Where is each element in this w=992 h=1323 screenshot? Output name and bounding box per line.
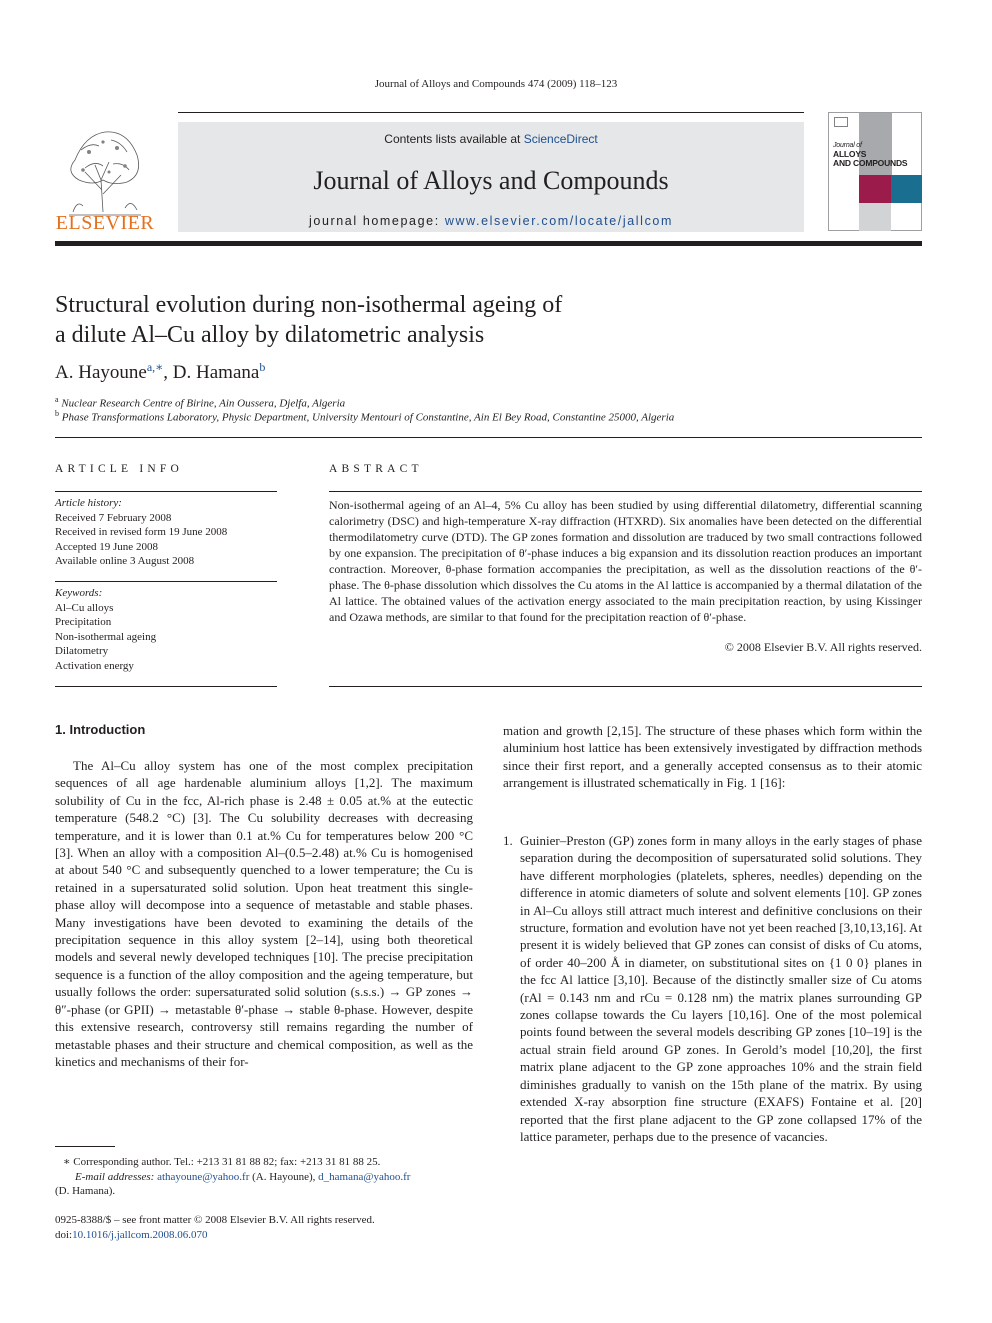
footnote-emails: E-mail addresses: athayoune@yahoo.fr (A. Hayoune), d_hamana@yahoo.fr	[75, 1170, 411, 1183]
author-name: D. Hamana	[172, 362, 260, 383]
divider	[55, 437, 922, 438]
divider	[329, 686, 922, 687]
divider	[55, 581, 277, 582]
author-affiliation-link[interactable]: b	[259, 360, 266, 374]
journal-title: Journal of Alloys and Compounds	[313, 166, 669, 195]
keywords: Keywords: Al–Cu alloys Precipitation Non-isothermal ageing Dilatometry Activation energy	[55, 586, 277, 673]
affiliation: $^b$ Phase Transformations Laboratory, Physic Department, University Mentouri of Constantine, Ain El Bey Road, Constantine 25000, Algeria	[55, 409, 675, 424]
list-item-text: Guinier–Preston (GP) zones form in many alloys in the early stages of phase separation during the decomposition of supersaturated solid solutions. They have different morphologies (platelets, spheres, needles) depending on the difference in atomic diameters of solute and solvent elements [10]. GP zones in Al–Cu alloys still attract much interest and definitive conclusions on their structure, formation and evolution have not yet been reached [3,10,13,16]. At present it is widely believed that GP zones can consist of disks of Cu atoms, of order 40–200 Å in diameter, on substitutional sites on {1 0 0} planes in the fcc Al lattice [3,10]. Because of the distinctly smaller size of Cu atoms (rAl = 0.143 nm and rCu = 0.128 nm) the matrix planes surrounding GP zones collapse towards the Cu layers [10,16]. One of the most polemical points found between the several models describing GP zones [10–19] is the actual strain field around GP zones. In Gerold’s model [10,20], the first matrix plane adjacent to the GP zone approaches 10% and the strain field diminishes gradually to vanish on the 15th plane of the matrix. By using extended X-ray absorption fine structure (EXAFS) Fontaine et al. [20] reported that the first plane adjacent to the GP zone collapsed 17% of the lattice parameter, perhaps due to the presence of vacancies.	[520, 833, 922, 1144]
divider	[55, 491, 277, 492]
keyword: Dilatometry	[55, 645, 109, 657]
history-item: Accepted 19 June 2008	[55, 540, 158, 553]
footnote-corresponding-author: ∗ Corresponding author. Tel.: +213 31 81 88 82; fax: +213 31 81 88 25. E-mail addresses: athayoune@yahoo.fr (A. Hayoune), d_hamana@yahoo.fr (D. Hamana).	[55, 1155, 473, 1199]
running-head: Journal of Alloys and Compounds 474 (2009) 118–123	[374, 78, 618, 90]
keyword: Non-isothermal ageing	[55, 630, 157, 643]
journal-masthead	[55, 112, 922, 246]
doi-link[interactable]: 10.1016/j.jallcom.2008.06.070	[72, 1228, 208, 1241]
body-paragraph: The Al–Cu alloy system has one of the most complex precipitation sequences of all age hardenable aluminium alloys [1,2]. The maximum solubility of Cu in the fcc, Al-rich phase is 2.48 ± 0.05 at.% at the eutectic temperature (548.2 °C) [3]. The Cu solubility decreases with decreasing temperature, and it is lower than 0.1 at.% Cu for temperatures below 200 °C [3]. When an alloy with a composition Al–(0.5–2.48) at.% Cu is homogenised at about 540 °C and subsequently quenched to a lower temperature; the Cu is retained in a supersaturated solid solution. Upon heat treatment this single-phase alloy will decompose into a sequence of metastable and stable phases. Many investigations have been devoted to examining the details of the precipitation sequence in this alloy system [2–14], using both theoretical models and several newly developed techniques [10]. The precise precipitation sequence is a function of the alloy composition and the ageing temperature, but usually follows the order: supersaturated solid solution (s.s.s.) → GP zones → θ″-phase (or GPII) → metastable θ′-phase → stable θ-phase. However, despite this extensive research, controversy still remains regarding the number of metastable phases and their structure and chemical composition, as well as the kinetics and mechanisms of their for-	[55, 758, 473, 1069]
body-column-left	[55, 757, 473, 1070]
email-link[interactable]: athayoune@yahoo.fr	[157, 1170, 250, 1183]
keyword: Activation energy	[55, 659, 134, 672]
affiliation: $^a$ Nuclear Research Centre of Birine, Ain Oussera, Djelfa, Algeria	[55, 395, 346, 410]
journal-homepage: journal homepage: www.elsevier.com/locate/jallcom	[309, 214, 673, 228]
abstract-copyright: © 2008 Elsevier B.V. All rights reserved.	[724, 640, 922, 654]
history-item: Received 7 February 2008	[55, 511, 172, 524]
abstract-text: Non-isothermal ageing of an Al–4, 5% Cu alloy has been studied by using differential dilatometry, differential scanning calorimetry (DSC) and high-temperature X-ray diffraction (HTXRD). Six anomalies have been detected on the differential thermodilatometry curve (DTD). The GP zones formation and dissolution are traduced by two small contractions followed by one expansion. The precipitation of θ′-phase induces a big expansion and its dissolution reaction produces an important contraction. Moreover, θ-phase formation accompanies the precipitation, as well as the dissolution reactions of the θ′-phase. The θ-phase dissolution which dissolves the Cu atoms in the Al lattice is accompanied by a thermal dilatation of the Al lattice. The obtained values of the activation energy associated to the main precipitation reaction, by using Kissinger and Ozawa methods, are similar to that found for the precipitation reaction of θ′-phase.	[329, 498, 922, 624]
body-column-right	[503, 722, 922, 792]
sciencedirect-link[interactable]: ScienceDirect	[523, 132, 598, 146]
divider	[55, 686, 277, 687]
masthead-title-box	[178, 122, 804, 232]
contents-line: Contents lists available at ScienceDirect	[384, 132, 598, 146]
masthead-bottom-rule	[55, 241, 922, 246]
author-affiliation-link[interactable]: a,∗	[146, 360, 164, 374]
abstract-heading: ABSTRACT	[329, 463, 423, 475]
keyword: Precipitation	[55, 616, 112, 628]
footnote-rule	[55, 1146, 115, 1147]
list-item	[503, 832, 922, 1145]
history-item: Received in revised form 19 June 2008	[55, 526, 228, 538]
article-history: Article history: Received 7 February 2008 Received in revised form 19 June 2008 Accepted 19 June 2008 Available online 3 August 2008	[55, 496, 277, 569]
email-link[interactable]: d_hamana@yahoo.fr	[318, 1170, 411, 1183]
front-matter	[55, 1213, 473, 1242]
list-number: 1.	[503, 833, 513, 848]
homepage-link[interactable]: www.elsevier.com/locate/jallcom	[444, 214, 673, 228]
article-info-heading: ARTICLE INFO	[55, 463, 183, 475]
body-paragraph: mation and growth [2,15]. The structure of these phases which form within the aluminium host lattice has been extensively investigated by diffraction methods since their first report, and a generally accepted consensus as to their atomic arrangement is illustrated schematically in Fig. 1 [16]:	[503, 723, 922, 791]
cover-logo-box	[834, 117, 848, 127]
divider	[329, 491, 922, 492]
journal-cover-thumbnail	[828, 112, 922, 231]
author-list: A. Hayoune$^{a,∗}$, D. Hamana$^b$	[55, 360, 266, 383]
cover-title: Journal of ALLOYS AND COMPOUNDS	[833, 142, 908, 168]
issn-line: 0925-8388/$ – see front matter © 2008 Elsevier B.V. All rights reserved.	[55, 1214, 375, 1226]
elsevier-wordmark: ELSEVIER	[55, 212, 155, 234]
author-name: A. Hayoune	[55, 362, 147, 383]
history-item: Available online 3 August 2008	[55, 555, 195, 567]
keyword: Al–Cu alloys	[55, 601, 114, 614]
doi-line: doi:10.1016/j.jallcom.2008.06.070	[55, 1228, 208, 1241]
section-heading-introduction: 1. Introduction	[55, 722, 146, 737]
article-title: Structural evolution during non-isothermal ageing of a dilute Al–Cu alloy by dilatometric analysis	[55, 292, 563, 348]
masthead-top-rule	[178, 112, 804, 113]
